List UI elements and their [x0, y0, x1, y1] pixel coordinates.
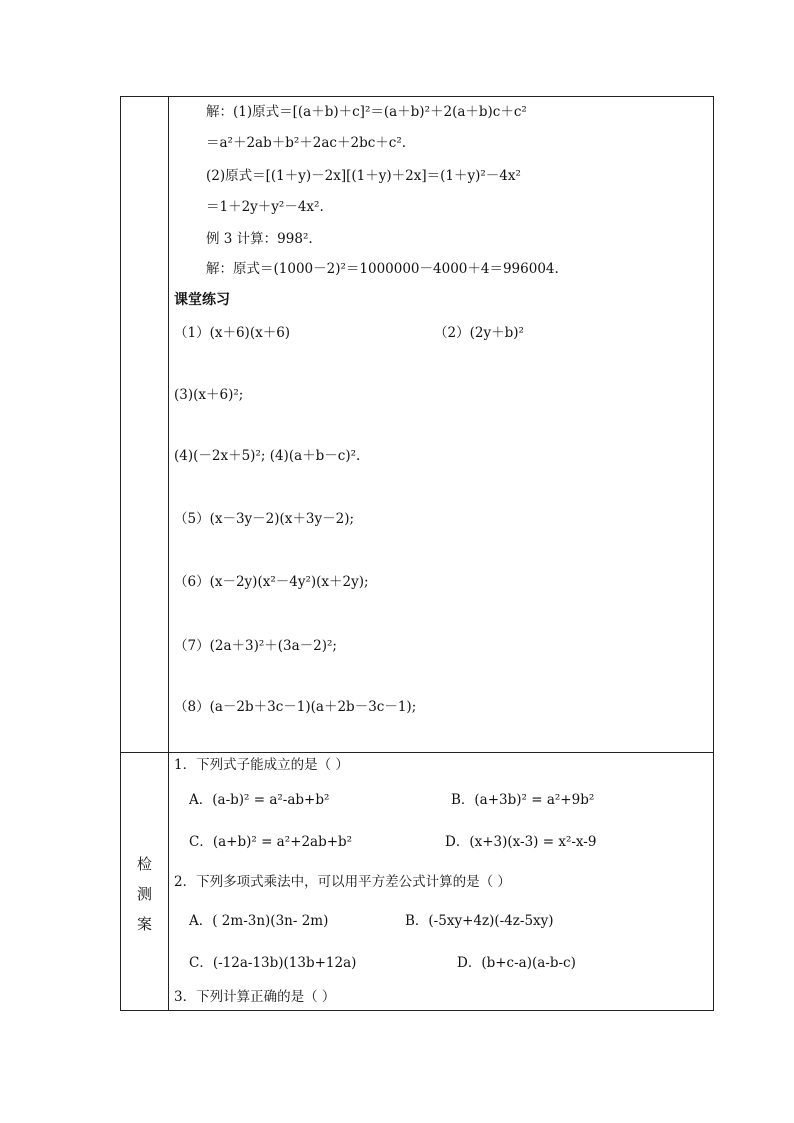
solution-line-1: 解：(1)原式＝[(a＋b)＋c]²＝(a＋b)²＋2(a＋b)c＋c² — [206, 104, 527, 120]
practice-item-6: （6）(x－2y)(x²－4y²)(x＋2y); — [174, 574, 369, 590]
question-1-option-c: C．(a+b)² = a²+2ab+b² — [189, 834, 353, 850]
practice-item-3: (3)(x＋6)²; — [174, 387, 244, 403]
question-3-stem: 3．下列计算正确的是（ ） — [174, 989, 336, 1005]
question-1-option-b: B．(a+3b)² = a²+9b² — [451, 792, 595, 808]
example-3-line: 例 3 计算：998². — [206, 231, 313, 247]
practice-item-8: （8）(a－2b＋3c－1)(a＋2b－3c－1); — [174, 699, 417, 715]
question-2-option-c: C．(-12a-13b)(13b+12a) — [189, 955, 357, 971]
solution-line-4: ＝1＋2y＋y²－4x². — [206, 199, 324, 215]
question-2-option-a: A．( 2m-3n)(3n- 2m) — [189, 913, 329, 929]
question-2-option-b: B．(-5xy+4z)(-4z-5xy) — [405, 913, 554, 929]
practice-item-5: （5）(x－3y－2)(x＋3y－2); — [174, 511, 355, 527]
practice-heading: 课堂练习 — [174, 292, 230, 308]
question-2-option-d: D．(b+c-a)(a-b-c) — [457, 955, 576, 971]
column-divider — [168, 97, 169, 1010]
worksheet-table — [120, 96, 714, 1011]
side-label-char: 案 — [136, 915, 152, 933]
side-label-char: 检 — [136, 855, 152, 873]
side-label-char: 测 — [136, 885, 152, 903]
row-divider — [121, 752, 713, 753]
solution-line-6: 解：原式＝(1000－2)²＝1000000－4000＋4＝996004. — [206, 261, 559, 277]
practice-item-1: （1）(x＋6)(x＋6) — [174, 325, 291, 341]
question-2-stem: 2．下列多项式乘法中，可以用平方差公式计算的是（ ） — [174, 874, 511, 890]
question-1-option-d: D．(x+3)(x-3) = x²-x-9 — [445, 834, 597, 850]
test-section-label — [121, 849, 168, 939]
practice-item-2: （2）(2y＋b)² — [434, 325, 524, 341]
practice-item-7: （7）(2a＋3)²＋(3a－2)²; — [174, 638, 337, 654]
practice-item-4: (4)(－2x＋5)²; (4)(a＋b－c)². — [174, 448, 361, 464]
question-1-option-a: A．(a-b)² = a²-ab+b² — [189, 792, 330, 808]
question-1-stem: 1．下列式子能成立的是（ ） — [174, 757, 349, 773]
solution-line-3: (2)原式＝[(1＋y)－2x][(1＋y)＋2x]＝(1＋y)²－4x² — [206, 168, 521, 184]
solution-line-2: ＝a²＋2ab＋b²＋2ac＋2bc＋c². — [206, 135, 407, 151]
